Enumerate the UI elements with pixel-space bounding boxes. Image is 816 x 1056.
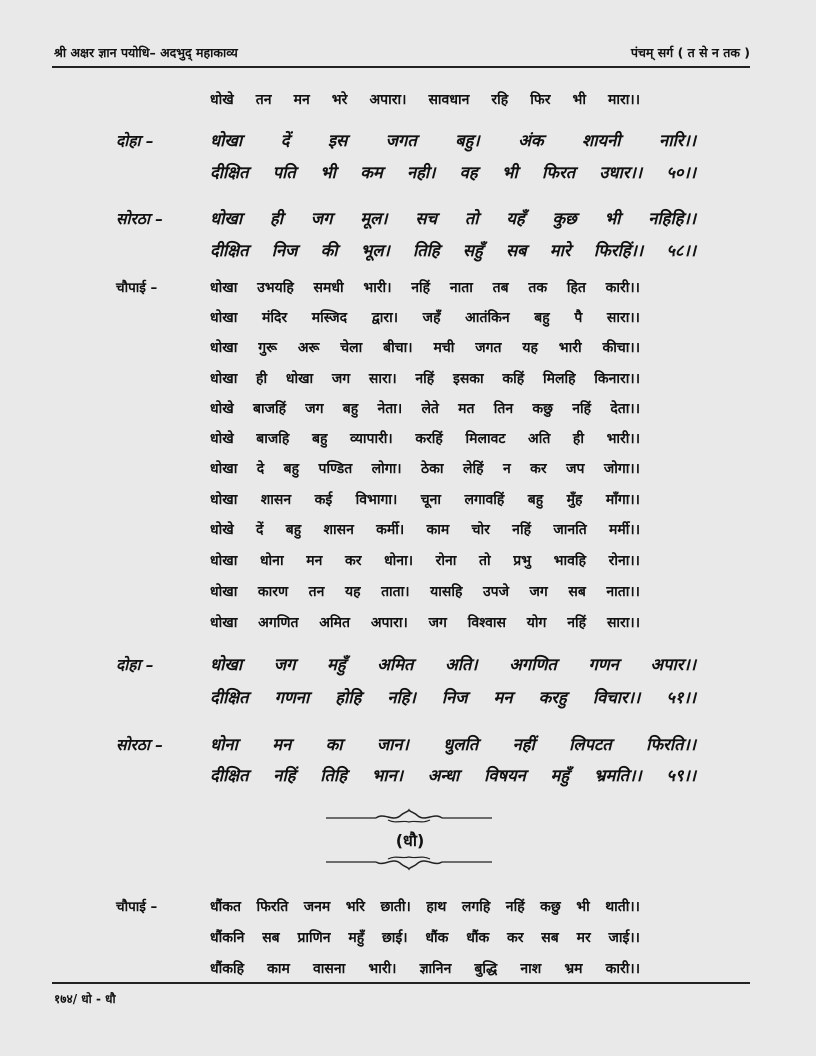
- header-rule: [52, 66, 750, 68]
- footer-rule: [52, 982, 750, 984]
- page-footer: १७४/ धो - धौ: [54, 992, 116, 1006]
- chaupai-line: धौंकनि सब प्राणिन महुँ छाई। धौंक धौंक कर सब मर जाई।।: [210, 930, 640, 946]
- sortha-line: धोना मन का जान। धुलति नहीं लिपटत फिरति।।: [210, 735, 696, 754]
- label-doha: दोहा –: [116, 656, 154, 674]
- doha-line: धोखा जग महुँ अमित अति। अगणित गणन अपार।।: [210, 655, 696, 674]
- label-chaupai: चौपाई –: [116, 280, 158, 296]
- sortha-line: धोखा ही जग मूल। सच तो यहँ कुछ भी नहिहि।।: [210, 209, 696, 228]
- chaupai-line: धोखा शासन कई विभागा। चूना लगावहिं बहु मुँह माँगा।।: [210, 492, 640, 508]
- page-header: [54, 40, 750, 66]
- chaupai-line: धोखे बाजहिं जग बहु नेता। लेते मत तिन कछु नहिं देता।।: [210, 401, 640, 417]
- sortha-line: दीक्षित नहिं तिहि भान। अन्धा विषयन महुँ भ्रमति।। ५९।।: [210, 766, 696, 785]
- label-chaupai: चौपाई –: [116, 899, 158, 915]
- doha-line: धोखा दें इस जगत बहु। अंक शायनी नारि।।: [210, 131, 696, 150]
- header-book-title: श्री अक्षर ज्ञान पयोधि– अदभुद् महाकाव्य: [54, 45, 238, 60]
- chaupai-line: धौंकहि काम वासना भारी। ज्ञानिन बुद्धि नाश भ्रम कारी।।: [210, 961, 640, 977]
- label-sortha: सोरठा –: [116, 210, 163, 228]
- label-doha: दोहा –: [116, 132, 154, 150]
- doha-line: दीक्षित पति भी कम नही। वह भी फिरत उधार।। ५०।।: [210, 163, 696, 182]
- ornament-divider-top: [326, 808, 492, 826]
- verse-line: धोखे तन मन भरे अपारा। सावधान रहि फिर भी मारा।।: [210, 92, 640, 108]
- chaupai-line: धोखा गुरू अरू चेला बीचा। मची जगत यह भारी कीचा।।: [210, 340, 640, 356]
- ornament-divider-bottom: [326, 853, 492, 871]
- section-title: (धौ): [395, 831, 425, 850]
- chaupai-line: धोखे बाजहि बहु व्यापारी। करहिं मिलावट अति ही भारी।।: [210, 431, 640, 447]
- sortha-line: दीक्षित निज की भूल। तिहि सहुँ सब मारे फिरहिं।। ५८।।: [210, 241, 696, 260]
- doha-line: दीक्षित गणना होहि नहि। निज मन करहु विचार।। ५१।।: [210, 688, 696, 707]
- label-sortha: सोरठा –: [116, 736, 163, 754]
- chaupai-line: धौंकत फिरति जनम भरि छाती। हाथ लगहि नहिं कछु भी थाती।।: [210, 899, 640, 915]
- header-chapter: पंचम् सर्ग ( त से न तक ): [630, 45, 750, 60]
- chaupai-line: धोखा कारण तन यह ताता। यासहि उपजे जग सब नाता।।: [210, 584, 640, 600]
- chaupai-line: धोखा मंदिर मस्जिद द्वारा। जहँ आतंकिन बहु पै सारा।।: [210, 310, 640, 326]
- chaupai-line: धोखा धोना मन कर धोना। रोना तो प्रभु भावहि रोना।।: [210, 553, 640, 569]
- chaupai-line: धोखा अगणित अमित अपारा। जग विश्वास योग नहिं सारा।।: [210, 615, 640, 631]
- chaupai-line: धोखा उभयहि समधी भारी। नहिं नाता तब तक हित कारी।।: [210, 280, 640, 296]
- chaupai-line: धोखा दे बहु पण्डित लोगा। ठेका लेहिं न कर जप जोगा।।: [210, 461, 640, 477]
- chaupai-line: धोखा ही धोखा जग सारा। नहिं इसका कहिं मिलहि किनारा।।: [210, 371, 640, 387]
- chaupai-line: धोखे दें बहु शासन कर्मी। काम चोर नहिं जानति मर्मी।।: [210, 522, 640, 538]
